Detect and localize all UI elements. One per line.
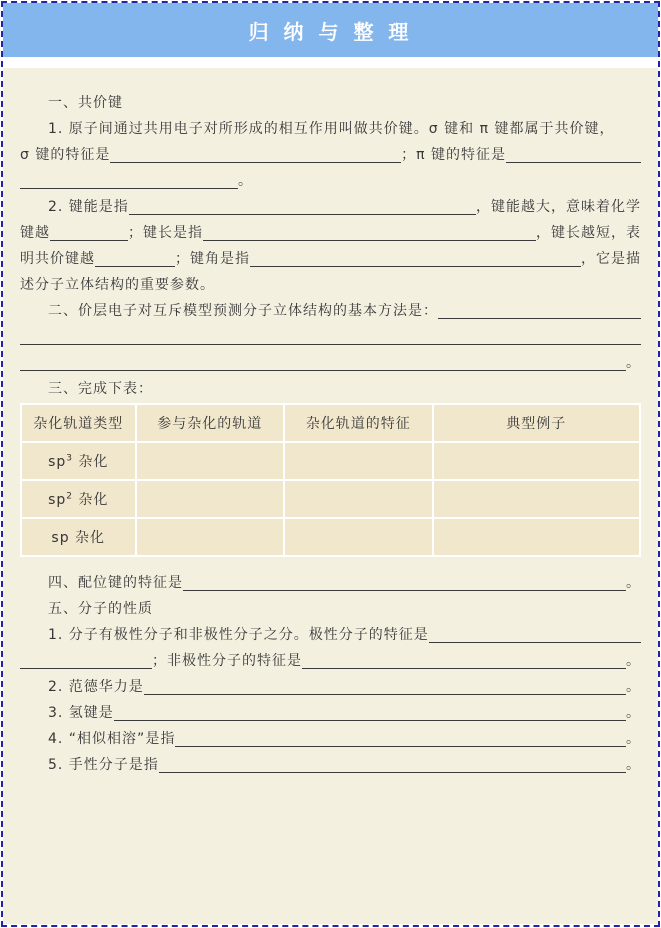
- line-text: 2. 范德华力是: [48, 679, 144, 695]
- fill-in-blank: [110, 142, 401, 163]
- like-dissolves-like: [20, 726, 641, 752]
- section-3-heading: [20, 376, 641, 402]
- line-text: 明共价键越: [20, 251, 95, 267]
- page-header: [3, 3, 658, 57]
- table-row: [21, 480, 640, 518]
- fill-in-blank: [129, 194, 476, 215]
- line-text: 5. 手性分子是指: [48, 757, 159, 773]
- line-text: 1. 原子间通过共用电子对所形成的相互作用叫做共价键。σ 键和 π 键都属于共价键，: [48, 121, 615, 137]
- fill-in-cell: [136, 442, 285, 480]
- fill-in-blank: [203, 220, 536, 241]
- line-text: 4. “相似相溶”是指: [48, 731, 176, 747]
- chiral-molecules: [20, 752, 641, 778]
- column-header: 杂化轨道的特征: [284, 404, 433, 442]
- polar-molecules: [20, 622, 641, 648]
- superscript: 2: [66, 491, 73, 502]
- bond-angle-continued: [20, 272, 641, 298]
- nonpolar-molecules: [20, 648, 641, 674]
- line-text: 二、价层电子对互斥模型预测分子立体结构的基本方法是：: [48, 303, 438, 319]
- line-text: 。: [626, 757, 641, 773]
- page-title: 归 纳 与 整 理: [248, 19, 413, 44]
- fill-in-cell: [433, 518, 640, 556]
- table-header: [21, 404, 640, 442]
- line-text: ；π 键的特征是: [401, 147, 506, 163]
- fill-in-cell: [284, 442, 433, 480]
- section-block-1: [20, 90, 641, 402]
- fill-in-blank: [302, 648, 626, 669]
- line-text: 。: [626, 705, 641, 721]
- line-text: 一、共价键: [48, 95, 123, 111]
- table-row: [21, 518, 640, 556]
- line-text: ，它是描: [581, 251, 641, 267]
- superscript: 3: [66, 453, 73, 464]
- fill-in-blank: [159, 752, 626, 773]
- line-text: 1. 分子有极性分子和非极性分子之分。极性分子的特征是: [48, 627, 429, 643]
- line-text: 。: [626, 575, 641, 591]
- line-text: 四、配位键的特征是: [48, 575, 183, 591]
- fill-in-blank: [506, 142, 641, 163]
- pi-feature-continued: [20, 168, 641, 194]
- line-text: 五、分子的性质: [48, 601, 153, 617]
- sigma-pi-features: [20, 142, 641, 168]
- line-text: ，键长越短，表: [536, 225, 641, 241]
- fill-in-blank: [50, 220, 128, 241]
- bond-energy: [20, 194, 641, 220]
- fill-in-blank: [20, 350, 626, 371]
- line-text: ；键长是指: [128, 225, 203, 241]
- hybridization-type-label: sp 杂化: [21, 518, 136, 556]
- column-header: 参与杂化的轨道: [136, 404, 285, 442]
- line-text: 。: [238, 173, 253, 189]
- line-text: 键越: [20, 225, 50, 241]
- hybridization-type-label: $sp^2$ 杂化: [21, 480, 136, 518]
- fill-in-cell: [433, 480, 640, 518]
- vsepr-blank-line-2: [20, 350, 641, 376]
- line-text: 3. 氢键是: [48, 705, 114, 721]
- fill-in-blank: [20, 324, 641, 345]
- fill-in-cell: [284, 518, 433, 556]
- section-2-vsepr: [20, 298, 641, 324]
- fill-in-blank: [175, 726, 626, 747]
- fill-in-blank: [438, 298, 641, 319]
- covalent-bond-definition: [20, 116, 641, 142]
- fill-in-blank: [95, 246, 175, 267]
- line-text: 2. 键能是指: [48, 199, 129, 215]
- fill-in-blank: [250, 246, 581, 267]
- fill-in-cell: [284, 480, 433, 518]
- hybridization-table: [20, 403, 641, 557]
- line-text: σ 键的特征是: [20, 147, 111, 163]
- line-text: 。: [626, 731, 641, 747]
- hydrogen-bond: [20, 700, 641, 726]
- section-1-heading: [20, 90, 641, 116]
- bond-length: [20, 220, 641, 246]
- fill-in-cell: [433, 442, 640, 480]
- column-header: 杂化轨道类型: [21, 404, 136, 442]
- line-text: 述分子立体结构的重要参数。: [20, 277, 215, 293]
- fill-in-cell: [136, 518, 285, 556]
- fill-in-cell: [136, 480, 285, 518]
- fill-in-blank: [429, 622, 641, 643]
- fill-in-blank: [183, 570, 626, 591]
- line-text: 。: [626, 653, 641, 669]
- section-5-heading: [20, 596, 641, 622]
- fill-in-blank: [114, 700, 626, 721]
- line-text: 三、完成下表：: [48, 381, 153, 397]
- table-body: [21, 442, 640, 556]
- vsepr-blank-line-1: [20, 324, 641, 350]
- fill-in-blank: [20, 648, 152, 669]
- hybridization-type-label: $sp^3$ 杂化: [21, 442, 136, 480]
- fill-in-blank: [144, 674, 626, 695]
- fill-in-blank: [20, 168, 238, 189]
- line-text: 。: [626, 679, 641, 695]
- line-text: ，键能越大，意味着化学: [476, 199, 641, 215]
- table-header-row: [21, 404, 640, 442]
- section-block-2: [20, 570, 641, 778]
- line-text: ；键角是指: [175, 251, 250, 267]
- line-text: ；非极性分子的特征是: [152, 653, 302, 669]
- line-text: 。: [626, 355, 641, 371]
- van-der-waals: [20, 674, 641, 700]
- section-4-coordinate-bond: [20, 570, 641, 596]
- worksheet-body: [3, 68, 658, 924]
- table-row: [21, 442, 640, 480]
- bond-angle: [20, 246, 641, 272]
- column-header: 典型例子: [433, 404, 640, 442]
